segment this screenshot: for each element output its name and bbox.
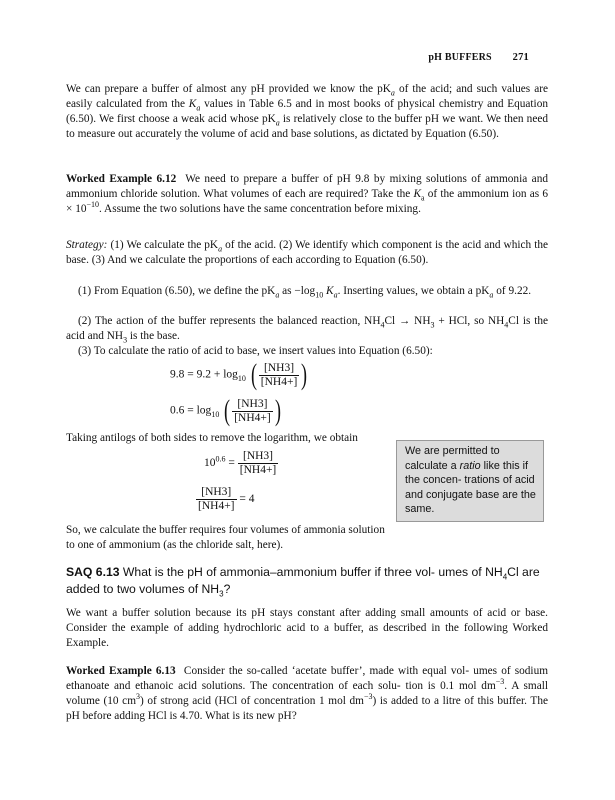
text-run: of 9.22. bbox=[493, 285, 532, 297]
right-paren: ) bbox=[274, 394, 281, 427]
text-run: −3 bbox=[363, 692, 373, 702]
saq-label: SAQ 6.13 bbox=[66, 565, 120, 579]
text-run: 4 bbox=[504, 320, 509, 330]
text-run: . Assume the two solutions have the same concentration before mixing. bbox=[99, 203, 421, 215]
saq-6-13 bbox=[66, 564, 548, 598]
eq-rhs: = 4 bbox=[236, 493, 255, 506]
fraction bbox=[196, 486, 237, 513]
equation-1 bbox=[170, 360, 309, 390]
equation-3 bbox=[204, 450, 278, 477]
text-run: 4 bbox=[502, 572, 508, 582]
text-run: a bbox=[421, 193, 425, 203]
denominator: [NH4+] bbox=[198, 500, 235, 512]
text-run: of the ammonium ion as 6 × 10 bbox=[66, 188, 548, 215]
text-run: So, we calculate the buffer requires four volumes of ammonia solution to one of ammonium (as the chloride salt, here). bbox=[66, 524, 385, 551]
step-2 bbox=[66, 314, 548, 344]
worked-example-label: Worked Example 6.12 bbox=[66, 173, 177, 185]
text-run: Taking antilogs of both sides to remove the logarithm, we obtain bbox=[66, 432, 358, 444]
step-1 bbox=[66, 284, 548, 299]
right-paren: ) bbox=[301, 358, 308, 391]
text-run: (1) From Equation (6.50), we define the pK bbox=[78, 285, 276, 297]
antilog-sentence bbox=[66, 431, 386, 446]
text-run: ratio bbox=[459, 459, 481, 472]
fraction bbox=[232, 398, 273, 425]
text-run: ? bbox=[223, 582, 231, 596]
numerator: [NH3] bbox=[238, 450, 279, 464]
equation-4 bbox=[196, 486, 255, 513]
eq-lhs: 9.8 = 9.2 + log bbox=[170, 368, 238, 381]
eq-sup: 0.6 bbox=[215, 454, 226, 464]
denominator: [NH4+] bbox=[260, 375, 298, 388]
text-run: a bbox=[489, 290, 494, 300]
text-run: is relatively close to the buffer pH we want. We then need to measure out accurately the volume of acid and base solutions, as dictated by Equation (6.50). bbox=[66, 113, 548, 140]
text-run: a bbox=[196, 103, 201, 113]
text-run: + HCl, so NH bbox=[434, 315, 505, 327]
running-title: pH BUFFERS bbox=[428, 52, 492, 63]
text-run: 3 bbox=[430, 320, 435, 330]
text-run: 3 bbox=[123, 335, 128, 345]
denominator: [NH4+] bbox=[239, 464, 277, 476]
text-run: . A small volume (10 cm bbox=[66, 680, 549, 707]
text-run: Cl → NH bbox=[384, 315, 431, 327]
text-run: 3 bbox=[135, 692, 140, 702]
strategy-label: Strategy: bbox=[66, 239, 108, 251]
text-run: Cl is the acid and NH bbox=[66, 315, 549, 342]
text-run: ) is added to a litre of this buffer. The pH before adding HCl is 4.70. What is its new pH? bbox=[66, 695, 548, 722]
text-run: Consider the so-called ‘acetate buffer’, made with equal vol- umes of sodium ethanoate and ethanoic acid solutions. The concentration of each solu- tion is 0.1 mol dm bbox=[66, 665, 548, 692]
fraction bbox=[259, 362, 300, 389]
text-run: (2) The action of the buffer represents the balanced reaction, NH bbox=[78, 315, 381, 327]
text-run: (3) To calculate the ratio of acid to base, we insert values into Equation (6.50): bbox=[78, 345, 433, 357]
running-header bbox=[428, 50, 529, 65]
buffer-paragraph bbox=[66, 606, 548, 651]
text-run: a bbox=[333, 290, 338, 300]
text-run: of the acid; and such values are easily calculated from the bbox=[66, 83, 549, 110]
text-run: as −log bbox=[279, 285, 316, 297]
text-run: K bbox=[413, 188, 421, 200]
text-run: K bbox=[188, 98, 197, 110]
eq-sign: = bbox=[225, 457, 238, 470]
text-run: a bbox=[275, 290, 280, 300]
worked-example-6-13 bbox=[66, 664, 548, 724]
text-run: We want a buffer solution because its pH stays constant after adding small amounts of acid or base. Consider the example of adding hydrochloric acid to a buffer, as described in the following Worked Example. bbox=[66, 607, 548, 649]
text-run: K bbox=[323, 285, 334, 297]
text-run: We are permitted to calculate a bbox=[405, 445, 500, 472]
text-run: 10 bbox=[315, 290, 324, 300]
text-run: 4 bbox=[380, 320, 385, 330]
eq-lhs: 0.6 = log bbox=[170, 404, 212, 417]
left-paren: ( bbox=[250, 358, 257, 391]
text-run: a bbox=[275, 118, 280, 128]
text-run: −3 bbox=[495, 677, 505, 687]
text-run: Cl are added to two volumes of NH bbox=[66, 565, 540, 596]
conclusion-paragraph bbox=[66, 523, 396, 553]
denominator: [NH4+] bbox=[234, 411, 271, 424]
text-run: . Inserting values, we obtain a pK bbox=[337, 285, 490, 297]
text-run: ) of strong acid (HCl of concentration 1 mol dm bbox=[139, 695, 364, 707]
text-run: like this if the concen- trations of acid and conjugate base are the same. bbox=[405, 459, 536, 515]
text-run: of the acid. (2) We identify which component is the acid and which the base. (3) And we calculate the proportions of each according to Equation (6.50). bbox=[66, 239, 548, 266]
page-number: 271 bbox=[512, 52, 529, 63]
text-run: is the base. bbox=[127, 330, 180, 342]
text-run: 3 bbox=[219, 589, 224, 599]
strategy-paragraph bbox=[66, 238, 548, 268]
text-run: We can prepare a buffer of almost any pH provided we know the pK bbox=[66, 83, 391, 95]
text-run: (1) We calculate the pK bbox=[107, 239, 219, 251]
worked-example-label: Worked Example 6.13 bbox=[66, 665, 176, 677]
fraction bbox=[238, 450, 279, 477]
text-run: a bbox=[218, 244, 223, 254]
margin-note bbox=[396, 440, 544, 522]
text-run: −10 bbox=[86, 200, 100, 210]
text-run: We need to prepare a buffer of pH 9.8 by mixing solutions of ammonia and ammonium chloride solution. What volumes of each are required? Take the bbox=[66, 173, 548, 200]
text-run: a bbox=[390, 88, 395, 98]
eq-sub: 10 bbox=[211, 409, 220, 419]
equation-2 bbox=[170, 396, 283, 426]
text-run: values in Table 6.5 and in most books of physical chemistry and Equation (6.50). We first choose a weak acid whose pK bbox=[66, 98, 548, 125]
eq-lhs: 10 bbox=[204, 457, 216, 470]
eq-sub: 10 bbox=[237, 373, 246, 383]
numerator: [NH3] bbox=[232, 398, 273, 412]
left-paren: ( bbox=[224, 394, 231, 427]
numerator: [NH3] bbox=[259, 362, 300, 376]
worked-example-6-12 bbox=[66, 172, 548, 217]
step-3 bbox=[66, 344, 548, 359]
intro-paragraph bbox=[66, 82, 548, 142]
numerator: [NH3] bbox=[196, 486, 237, 500]
text-run: What is the pH of ammonia–ammonium buffer if three vol- umes of NH bbox=[119, 565, 503, 579]
